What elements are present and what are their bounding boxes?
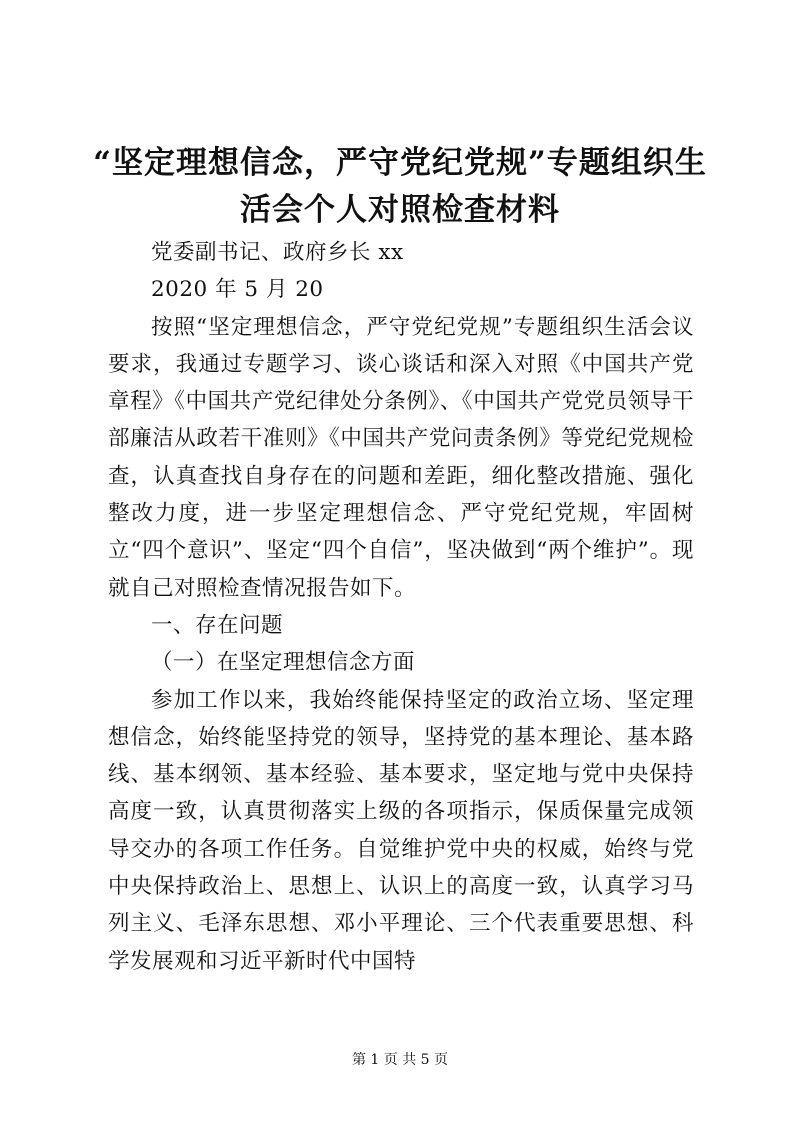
paragraph-body: 参加工作以来，我始终能保持坚定的政治立场、坚定理想信念，始终能坚持党的领导，坚持党的基本理论、基本路线、基本纲领、基本经验、基本要求，坚定地与党中央保持高度一致，认真贯彻落实上级的各项指示，保质保量完成领导交办的各项工作任务。自觉维护党中央的权威，始终与党中央保持政治上、思想上、认识上的高度一致，认真学习马列主义、毛泽东思想、邓小平理论、三个代表重要思想、科学发展观和习近平新时代中国特 — [108, 687, 694, 974]
page-footer: 第 1 页 共 5 页 — [351, 1052, 449, 1068]
subsection-heading: （一）在坚定理想信念方面 — [151, 650, 416, 676]
document-body — [108, 234, 694, 980]
author-line: 党委副书记、政府乡长 xx — [151, 240, 404, 265]
section-heading: 一、存在问题 — [151, 612, 284, 638]
date-line: 2020 年 5 月 20 — [151, 277, 324, 303]
document-title: “坚定理想信念，严守党纪党规”专题组织生活会个人对照检查材料 — [93, 145, 707, 228]
paragraph-intro: 按照“坚定理想信念，严守党纪党规”专题组织生活会议要求，我通过专题学习、谈心谈话和深入对照《中国共产党章程》《中国共产党纪律处分条例》、《中国共产党党员领导干部廉洁从政若干准则》《中国共产党问责条例》等党纪党规检查，认真查找自身存在的问题和差距，细化整改措施、强化整改力度，进一步坚定理想信念、严守党纪党规，牢固树立“四个意识”、坚定“四个自信”，坚决做到“两个维护”。现就自己对照检查情况报告如下。 — [108, 314, 694, 601]
